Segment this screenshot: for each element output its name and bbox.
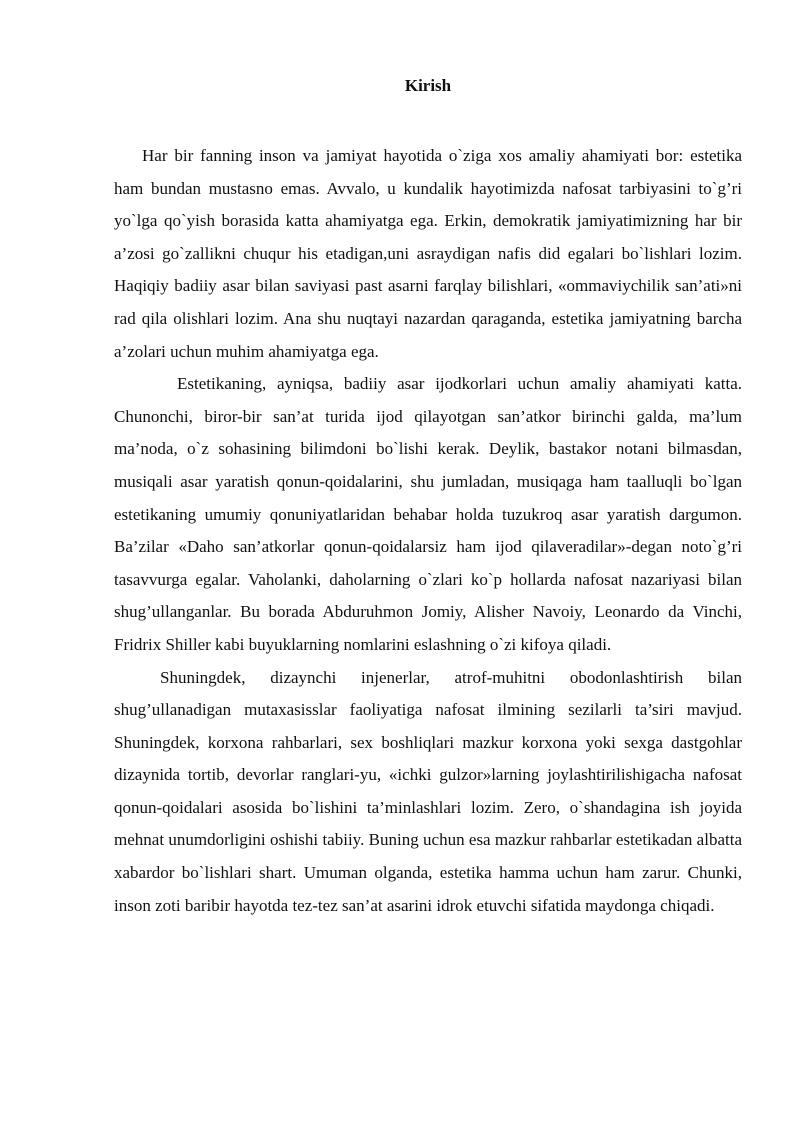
paragraph-2: Estetikaning, ayniqsa, badiiy asar ijodkorlari uchun amaliy ahamiyati katta. Chunonchi, biror-bir san’at turida ijod qilayotgan san’atkor birinchi galda, ma’lum ma’noda, o`z sohasining bilimdoni bo`lishi kerak. Deylik, bastakor notani bilmasdan, musiqali asar yaratish qonun-qoidalarini, shu jumladan, musiqaga ham taalluqli bo`lgan estetikaning umumiy qonuniyatlaridan behabar holda tuzukroq asar yaratish dargumon. Ba’zilar «Daho san’atkorlar qonun-qoidalarsiz ham ijod qilaveradilar»-degan noto`g’ri tasavvurga egalar. Vaholanki, daholarning o`zlari ko`p hollarda nafosat nazariyasi bilan shug’ullanganlar. Bu borada Abduruhmon Jomiy, Alisher Navoiy, Leonardo da Vinchi, Fridrix Shiller kabi buyuklarning nomlarini eslashning o`zi kifoya qiladi. xyxy=(114,374,742,654)
document-body xyxy=(114,140,742,922)
paragraph-3: Shuningdek, dizaynchi injenerlar, atrof-muhitni obodonlashtirish bilan shug’ullanadigan mutaxasisslar faoliyatiga nafosat ilmining sezilarli ta’siri mavjud. Shuningdek, korxona rahbarlari, sex boshliqlari mazkur korxona yoki sexga dastgohlar dizaynida tortib, devorlar ranglari-yu, «ichki gulzor»larning joylashtirilishigacha nafosat qonun-qoidalari asosida bo`lishini ta’minlashlari lozim. Zero, o`shandagina ish joyida mehnat unumdorligini oshishi tabiiy. Buning uchun esa mazkur rahbarlar estetikadan albatta xabardor bo`lishlari shart. Umuman olganda, estetika hamma uchun ham zarur. Chunki, inson zoti baribir hayotda tez-tez san’at asarini idrok etuvchi sifatida maydonga chiqadi. xyxy=(114,667,742,915)
page-title: Kirish xyxy=(404,76,452,95)
paragraph-1: Har bir fanning inson va jamiyat hayotida o`ziga xos amaliy ahamiyati bor: estetika ham bundan mustasno emas. Avvalo, u kundalik hayotimizda nafosat tarbiyasini to`g’ri yo`lga qo`yish borasida katta ahamiyatga ega. Erkin, demokratik jamiyatimizning har bir a’zosi go`zallikni chuqur his etadigan,uni asraydigan nafis did egalari bo`lishlari lozim. Haqiqiy badiiy asar bilan saviyasi past asarni farqlay bilishlari, «ommaviychilik san’ati»ni rad qila olishlari lozim. Ana shu nuqtayi nazardan qaraganda, estetika jamiyatning barcha a’zolari uchun muhim ahamiyatga ega. xyxy=(114,146,742,361)
